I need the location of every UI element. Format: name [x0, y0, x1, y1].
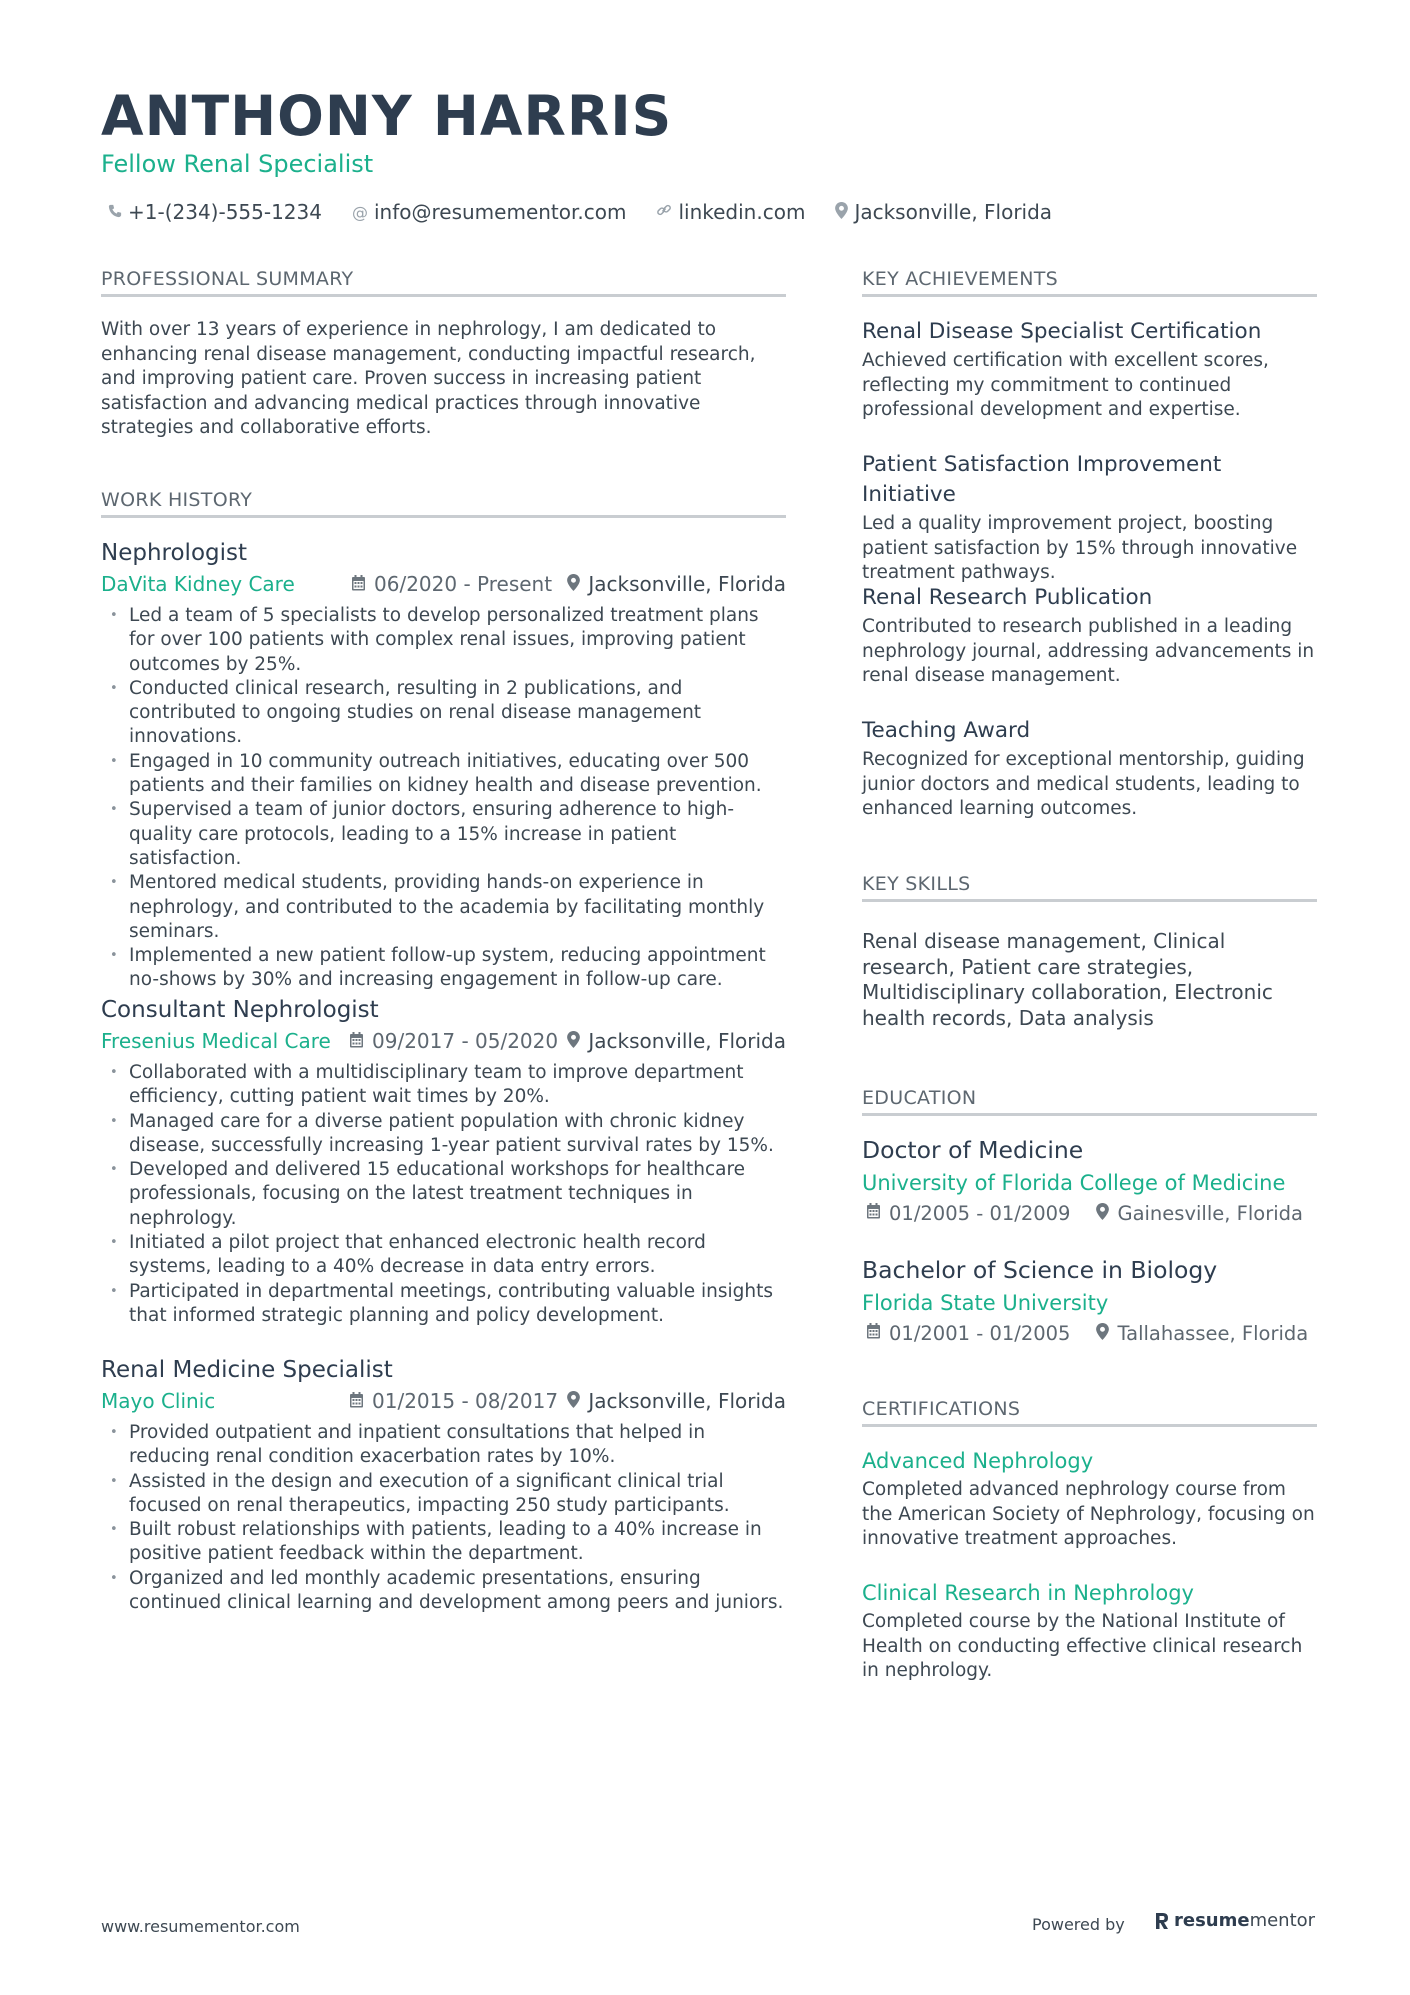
summary-line: With over 13 years of experience in nephrology, I am dedicated to — [101, 319, 717, 340]
certifications-heading: CERTIFICATIONS — [862, 1398, 1317, 1427]
job-company: Mayo Clinic — [101, 1389, 216, 1413]
candidate-role: Fellow Renal Specialist — [101, 150, 374, 178]
achievement-item — [862, 716, 1322, 822]
list-item: • Conducted clinical research, resulting in 2 publications, and contributed to ongoing studies on renal disease management innovations. — [101, 677, 786, 750]
education-item — [862, 1254, 1322, 1345]
education-degree: Bachelor of Science in Biology — [862, 1256, 1218, 1284]
education-heading: EDUCATION — [862, 1087, 1317, 1116]
job-title: Nephrologist — [101, 540, 248, 566]
education-dates: 01/2005 - 01/2009 — [889, 1202, 1071, 1225]
list-item: • Collaborated with a multidisciplinary team to improve department efficiency, cutting patient wait times by 20%. — [101, 1061, 786, 1110]
location-text: Jacksonville, Florida — [854, 200, 1053, 224]
work-heading: WORK HISTORY — [101, 489, 786, 518]
certification-item — [862, 1446, 1322, 1552]
achievement-item — [862, 317, 1322, 423]
education-school: Florida State University — [862, 1291, 1109, 1315]
job-bullets — [101, 604, 786, 993]
list-item: • Mentored medical students, providing hands-on experience in nephrology, and contributed to the academia by facilitating monthly seminars. — [101, 871, 786, 944]
footer-url[interactable]: www.resumementor.com — [101, 1917, 300, 1936]
achievement-item — [862, 450, 1322, 586]
job-meta — [101, 1389, 786, 1419]
education-item — [862, 1134, 1322, 1225]
phone-icon — [108, 203, 122, 222]
list-item: • Initiated a pilot project that enhanced electronic health record systems, leading to a 40% decrease in data entry errors. — [101, 1231, 786, 1280]
list-item: • Provided outpatient and inpatient consultations that helped in reducing renal condition exacerbation rates by 10%. — [101, 1421, 786, 1470]
achievement-desc: Led a quality improvement project, boosting patient satisfaction by 15% through innovative treatment pathways. — [862, 513, 1298, 583]
certification-title: Advanced Nephrology — [862, 1449, 1094, 1473]
job-bullets — [101, 1421, 786, 1615]
job-entry — [101, 538, 786, 993]
logo-text-bold: resume — [1174, 1910, 1250, 1931]
map-pin-icon — [567, 576, 580, 596]
map-pin-icon — [1096, 1203, 1109, 1225]
achievement-title: Renal Disease Specialist Certification — [862, 319, 1262, 344]
job-dates — [351, 572, 552, 596]
job-dates — [349, 1029, 558, 1053]
job-title: Renal Medicine Specialist — [101, 1357, 393, 1383]
map-pin-icon — [1096, 1323, 1109, 1345]
job-title: Consultant Nephrologist — [101, 997, 379, 1023]
summary-heading: PROFESSIONAL SUMMARY — [101, 268, 786, 297]
achievement-desc: Contributed to research published in a leading nephrology journal, addressing advancements in renal disease management. — [862, 616, 1315, 686]
list-item: • Managed care for a diverse patient population with chronic kidney disease, successfully increasing 1-year patient survival rates by 15%. — [101, 1110, 786, 1159]
list-item: • Developed and delivered 15 educational workshops for healthcare professionals, focusing on the latest treatment techniques in nephrology. — [101, 1158, 786, 1231]
job-dates-text: 09/2017 - 05/2020 — [372, 1029, 559, 1053]
summary-line: enhancing renal disease management, conducting impactful research, — [101, 343, 756, 365]
summary-line: strategies and collaborative efforts. — [101, 417, 432, 438]
achievement-desc: Achieved certification with excellent scores, reflecting my commitment to continued professional development and expertise. — [862, 350, 1269, 420]
summary-line: and improving patient care. Proven success in increasing patient — [101, 368, 702, 389]
calendar-icon — [866, 1203, 881, 1224]
footer-powered-by: Powered by — [1032, 1915, 1125, 1934]
list-item: • Engaged in 10 community outreach initiatives, educating over 500 patients and their families on kidney health and disease prevention. — [101, 750, 786, 799]
job-meta — [101, 1029, 786, 1059]
list-item: • Built robust relationships with patients, leading to a 40% increase in positive patient feedback within the department. — [101, 1518, 786, 1567]
job-location — [567, 572, 786, 596]
certification-desc: Completed advanced nephrology course from the American Society of Nephrology, focusing on innovative treatment approaches. — [862, 1479, 1315, 1549]
calendar-icon — [349, 1393, 364, 1413]
logo-text-rest: mentor — [1249, 1910, 1316, 1931]
achievement-title: Teaching Award — [862, 718, 1031, 743]
summary-line: satisfaction and advancing medical practices through innovative — [101, 392, 701, 414]
list-item: • Participated in departmental meetings, contributing valuable insights that informed strategic planning and policy development. — [101, 1280, 786, 1329]
job-dates — [349, 1389, 558, 1413]
candidate-name: ANTHONY HARRIS — [101, 84, 673, 148]
calendar-icon — [866, 1323, 881, 1344]
education-meta — [862, 1202, 1322, 1225]
certification-title: Clinical Research in Nephrology — [862, 1581, 1194, 1605]
calendar-icon — [351, 576, 366, 596]
contact-phone[interactable] — [108, 200, 322, 224]
summary-text — [101, 318, 791, 441]
achievements-heading: KEY ACHIEVEMENTS — [862, 268, 1317, 297]
education-meta — [862, 1322, 1322, 1345]
job-location-text: Jacksonville, Florida — [588, 1389, 786, 1413]
calendar-icon — [349, 1033, 364, 1053]
map-pin-icon — [567, 1033, 580, 1053]
map-pin-icon — [835, 202, 848, 223]
email-text: info@resumementor.com — [373, 200, 627, 224]
list-item: • Led a team of 5 specialists to develop personalized treatment plans for over 100 patients with complex renal issues, improving patient outcomes by 25%. — [101, 604, 786, 677]
job-location-text: Jacksonville, Florida — [588, 1029, 786, 1053]
achievement-item — [862, 583, 1322, 689]
map-pin-icon — [567, 1393, 580, 1413]
list-item: • Implemented a new patient follow-up system, reducing appointment no-shows by 30% and increasing engagement in follow-up care. — [101, 944, 786, 993]
education-school: University of Florida College of Medicine — [862, 1171, 1286, 1195]
achievement-title: Patient Satisfaction Improvement Initiative — [862, 452, 1222, 507]
job-meta — [101, 572, 786, 602]
contact-linkedin[interactable] — [656, 200, 805, 224]
education-location: Gainesville, Florida — [1117, 1202, 1303, 1225]
resumementor-logo[interactable] — [1155, 1910, 1315, 1931]
skills-text: Renal disease management, Clinical research, Patient care strategies, Multidisciplinary collaboration, Electronic health records, Data analysis — [862, 929, 1273, 1030]
certification-item — [862, 1578, 1322, 1684]
job-entry — [101, 995, 786, 1328]
contact-row — [108, 200, 1082, 224]
job-location — [567, 1389, 786, 1413]
skills-heading: KEY SKILLS — [862, 873, 1317, 902]
resumementor-logo-icon — [1155, 1911, 1169, 1931]
education-degree: Doctor of Medicine — [862, 1136, 1084, 1164]
job-location-text: Jacksonville, Florida — [588, 572, 786, 596]
certification-desc: Completed course by the National Institute of Health on conducting effective clinical research in nephrology. — [862, 1611, 1303, 1681]
job-dates-text: 06/2020 - Present — [374, 572, 553, 596]
contact-location — [835, 200, 1052, 224]
phone-text: +1-(234)-555-1234 — [128, 200, 322, 224]
job-company: Fresenius Medical Care — [101, 1029, 331, 1053]
link-icon — [656, 202, 672, 222]
list-item: • Organized and led monthly academic presentations, ensuring continued clinical learning and development among peers and juniors. — [101, 1567, 786, 1616]
achievement-desc: Recognized for exceptional mentorship, guiding junior doctors and medical students, leading to enhanced learning outcomes. — [862, 749, 1305, 819]
education-dates: 01/2001 - 01/2005 — [889, 1322, 1071, 1345]
list-item: • Assisted in the design and execution of a significant clinical trial focused on renal therapeutics, impacting 250 study participants. — [101, 1470, 786, 1519]
education-location: Tallahassee, Florida — [1117, 1322, 1309, 1345]
job-dates-text: 01/2015 - 08/2017 — [372, 1389, 559, 1413]
job-entry — [101, 1355, 786, 1615]
job-location — [567, 1029, 786, 1053]
at-icon: @ — [351, 202, 368, 222]
achievement-title: Renal Research Publication — [862, 585, 1153, 610]
job-bullets — [101, 1061, 786, 1328]
linkedin-text: linkedin.com — [678, 200, 806, 224]
contact-email[interactable] — [352, 200, 626, 224]
list-item: • Supervised a team of junior doctors, ensuring adherence to high- quality care protocols, leading to a 15% increase in patient satisfaction. — [101, 798, 786, 871]
job-company: DaVita Kidney Care — [101, 572, 295, 596]
